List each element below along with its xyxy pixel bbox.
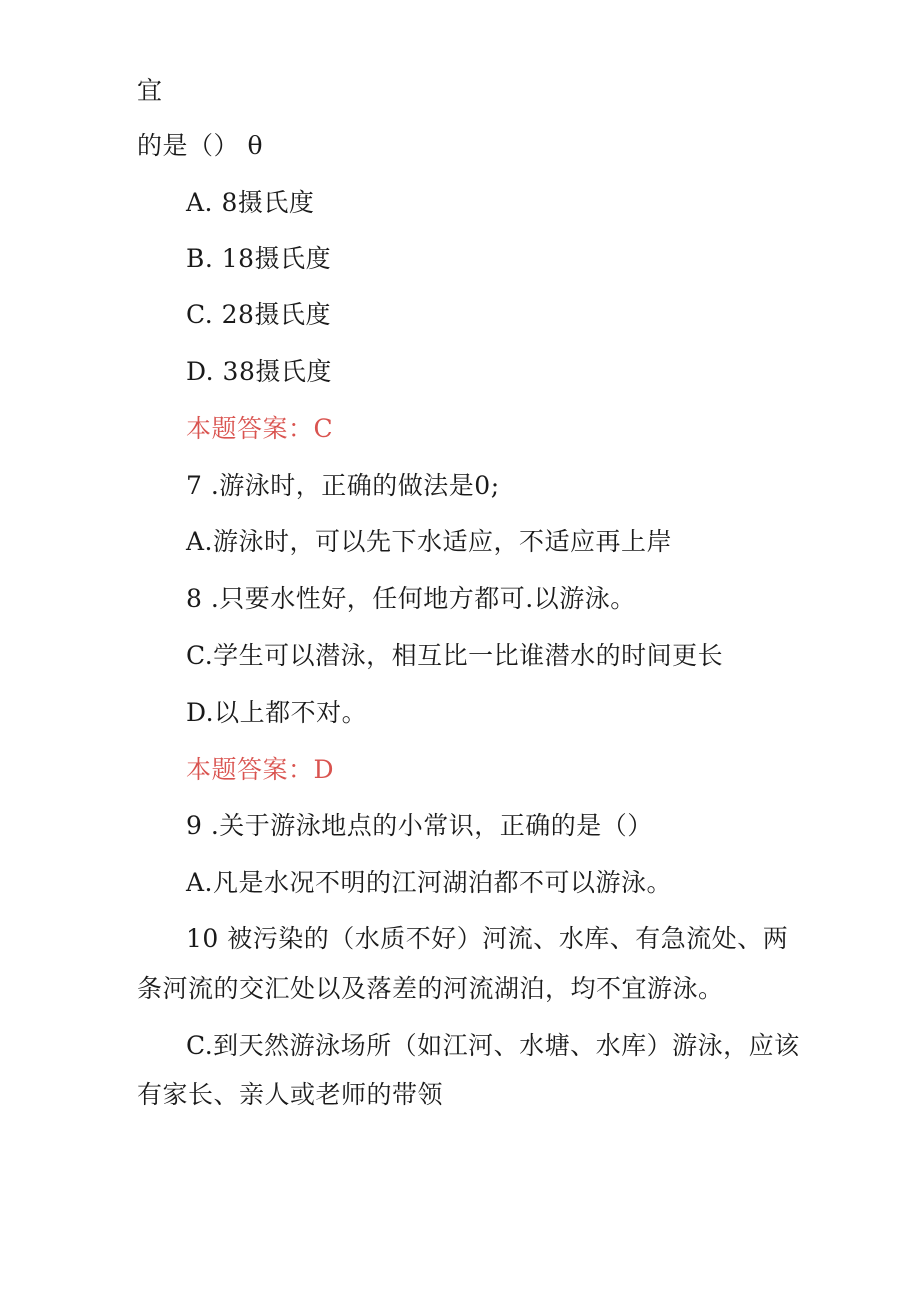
- text-line-continuation: 宜: [137, 76, 163, 105]
- option-d-q7: D.以上都不对。: [186, 698, 368, 727]
- option-a-q6: A. 8摄氏度: [186, 188, 315, 217]
- option-b-q6: B. 18摄氏度: [186, 244, 332, 273]
- option-b-q7: 8 .只要水性好，任何地方都可.以游泳。: [186, 584, 636, 613]
- option-c-q9-line2: 有家长、亲人或老师的带领: [137, 1080, 444, 1109]
- option-b-q9-line1: 10 被污染的（水质不好）河流、水库、有急流处、两: [186, 924, 789, 953]
- question-7: 7 .游泳时，正确的做法是0;: [186, 471, 500, 500]
- answer-q7: 本题答案：D: [186, 755, 335, 784]
- option-c-q9-line1: C.到天然游泳场所（如江河、水塘、水库）游泳，应该: [186, 1031, 800, 1060]
- question-9: 9 .关于游泳地点的小常识，正确的是（）: [186, 811, 653, 840]
- option-a-q7: A.游泳时，可以先下水适应，不适应再上岸: [186, 527, 673, 556]
- option-b-q9-line2: 条河流的交汇处以及落差的河流湖泊，均不宜游泳。: [137, 974, 724, 1003]
- option-c-q6: C. 28摄氏度: [186, 300, 331, 329]
- answer-q6: 本题答案：C: [186, 414, 334, 443]
- option-c-q7: C.学生可以潜泳，相互比一比谁潜水的时间更长: [186, 641, 724, 670]
- question-stem-tail: 的是（） θ: [137, 131, 263, 160]
- option-d-q6: D. 38摄氏度: [186, 357, 332, 386]
- option-a-q9: A.凡是水况不明的江河湖泊都不可以游泳。: [186, 868, 673, 897]
